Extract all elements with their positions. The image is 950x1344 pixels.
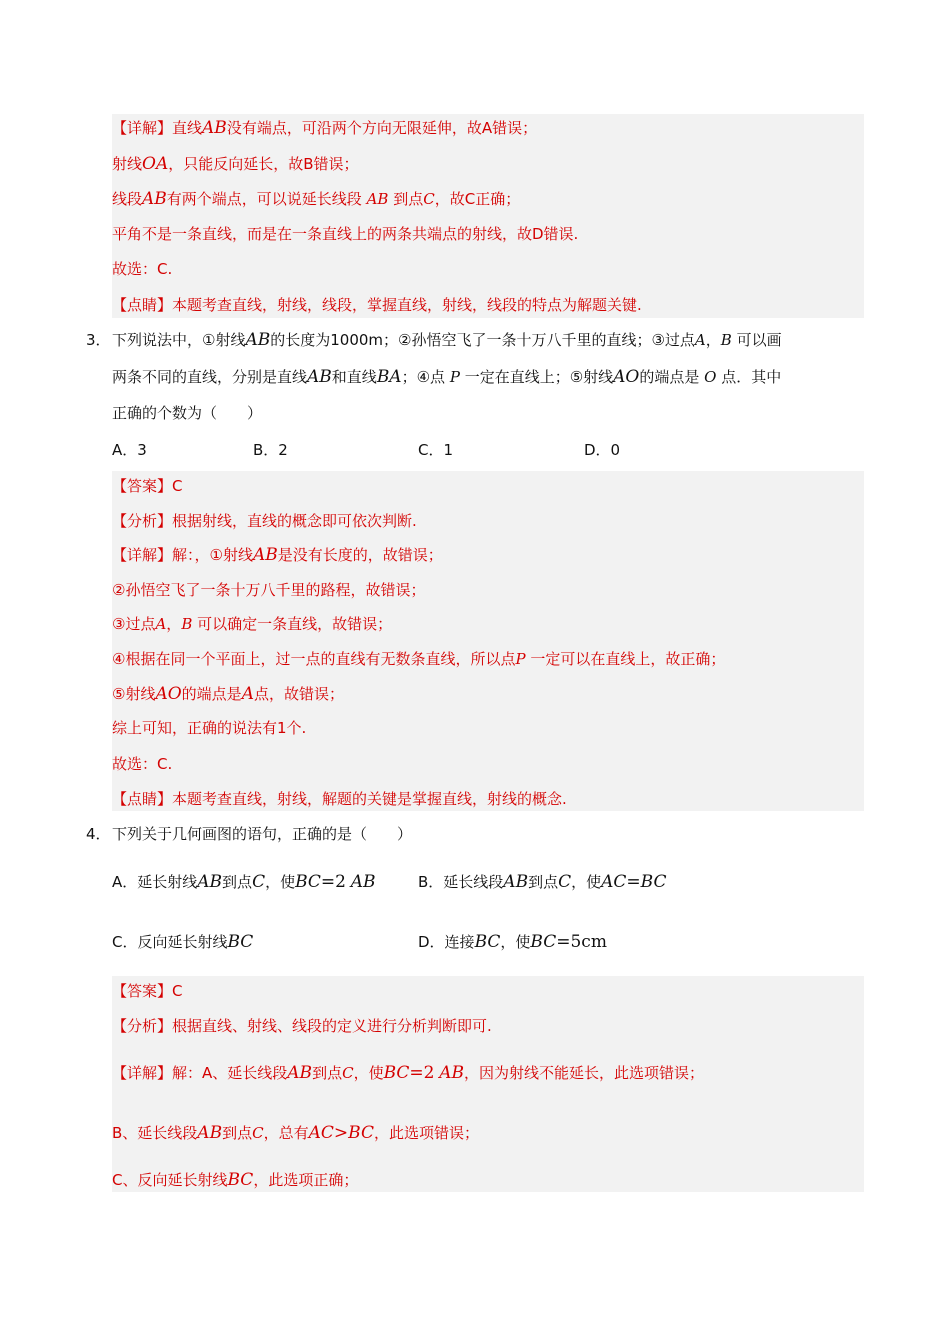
q3-answer-line: 【答案】C bbox=[112, 477, 183, 495]
q2-comment-line: 【点睛】本题考查直线，射线，线段，掌握直线，射线，线段的特点为解题关键. bbox=[112, 296, 642, 314]
q2-detail-line-1: 【详解】直线AB没有端点，可沿两个方向无限延伸，故A错误； bbox=[112, 118, 538, 138]
q4-stem: 下列关于几何画图的语句，正确的是（ ） bbox=[112, 825, 413, 843]
analysis-tag: 【分析】 bbox=[112, 512, 173, 530]
detail-tag: 【详解】 bbox=[112, 119, 173, 137]
q3-option-a[interactable]: A．3 bbox=[112, 441, 147, 459]
q2-detail-line-3: 线段AB有两个端点，可以说延长线段 AB 到点C，故C正确； bbox=[112, 189, 521, 209]
q3-detail-line-1: 【详解】解：，①射线AB是没有长度的，故错误； bbox=[112, 545, 443, 565]
q3-comment-line: 【点睛】本题考查直线，射线，解题的关键是掌握直线，射线的概念. bbox=[112, 790, 567, 808]
q4-number: 4． bbox=[86, 825, 111, 843]
analysis-tag: 【分析】 bbox=[112, 1017, 173, 1035]
answer-tag: 【答案】 bbox=[112, 477, 173, 495]
q3-stem-line-1: 下列说法中，①射线AB的长度为1000m；②孙悟空飞了一条十万八千里的直线；③过点A，B 可以画 bbox=[112, 330, 782, 350]
q4-solution-box bbox=[112, 976, 864, 1192]
q4-analysis-line: 【分析】根据直线、射线、线段的定义进行分析判断即可. bbox=[112, 1017, 492, 1035]
q4-option-d[interactable]: D．连接BC，使BC=5cm bbox=[418, 932, 607, 952]
detail-tag: 【详解】 bbox=[112, 1064, 173, 1082]
q3-option-d[interactable]: D．0 bbox=[584, 441, 621, 459]
q2-detail-line-5: 故选：C. bbox=[112, 260, 173, 278]
q4-answer-line: 【答案】C bbox=[112, 982, 183, 1000]
q2-detail-line-2: 射线OA，只能反向延长，故B错误； bbox=[112, 154, 359, 174]
q3-detail-line-6: 综上可知，正确的说法有1个. bbox=[112, 719, 307, 737]
comment-tag: 【点睛】 bbox=[112, 296, 173, 314]
q2-detail-line-4: 平角不是一条直线，而是在一条直线上的两条共端点的射线，故D错误. bbox=[112, 225, 579, 243]
q3-detail-line-3: ③过点A，B 可以确定一条直线，故错误； bbox=[112, 615, 393, 633]
q3-detail-line-7: 故选：C. bbox=[112, 755, 173, 773]
q3-number: 3． bbox=[86, 331, 111, 349]
answer-tag: 【答案】 bbox=[112, 982, 173, 1000]
q3-detail-line-4: ④根据在同一个平面上，过一点的直线有无数条直线，所以点P 一定可以在直线上，故正确； bbox=[112, 650, 726, 668]
q3-option-c[interactable]: C．1 bbox=[418, 441, 454, 459]
q4-detail-line-1: 【详解】解：A、延长线段AB到点C，使BC=2 AB，因为射线不能延长，此选项错误； bbox=[112, 1063, 705, 1083]
q2-solution-box bbox=[112, 114, 864, 318]
q3-analysis-line: 【分析】根据射线，直线的概念即可依次判断. bbox=[112, 512, 417, 530]
q3-stem-line-2: 两条不同的直线，分别是直线AB和直线BA；④点 P 一定在直线上；⑤射线AO的端点是 O 点．其中 bbox=[112, 367, 782, 387]
q4-option-a[interactable]: A．延长射线AB到点C，使BC=2 AB bbox=[112, 872, 376, 892]
detail-tag: 【详解】 bbox=[112, 546, 173, 564]
comment-tag: 【点睛】 bbox=[112, 790, 173, 808]
q4-option-b[interactable]: B．延长线段AB到点C，使AC=BC bbox=[418, 872, 667, 892]
q3-detail-line-2: ②孙悟空飞了一条十万八千里的路程，故错误； bbox=[112, 581, 426, 599]
q4-detail-line-3: C、反向延长射线BC，此选项正确； bbox=[112, 1170, 359, 1190]
q3-detail-line-5: ⑤射线AO的端点是A点，故错误； bbox=[112, 684, 344, 704]
q3-stem-line-3: 正确的个数为（ ） bbox=[112, 404, 263, 422]
q4-detail-line-2: B、延长线段AB到点C，总有AC>BC，此选项错误； bbox=[112, 1123, 479, 1143]
q4-option-c[interactable]: C．反向延长射线BC bbox=[112, 932, 254, 952]
q3-option-b[interactable]: B．2 bbox=[253, 441, 288, 459]
